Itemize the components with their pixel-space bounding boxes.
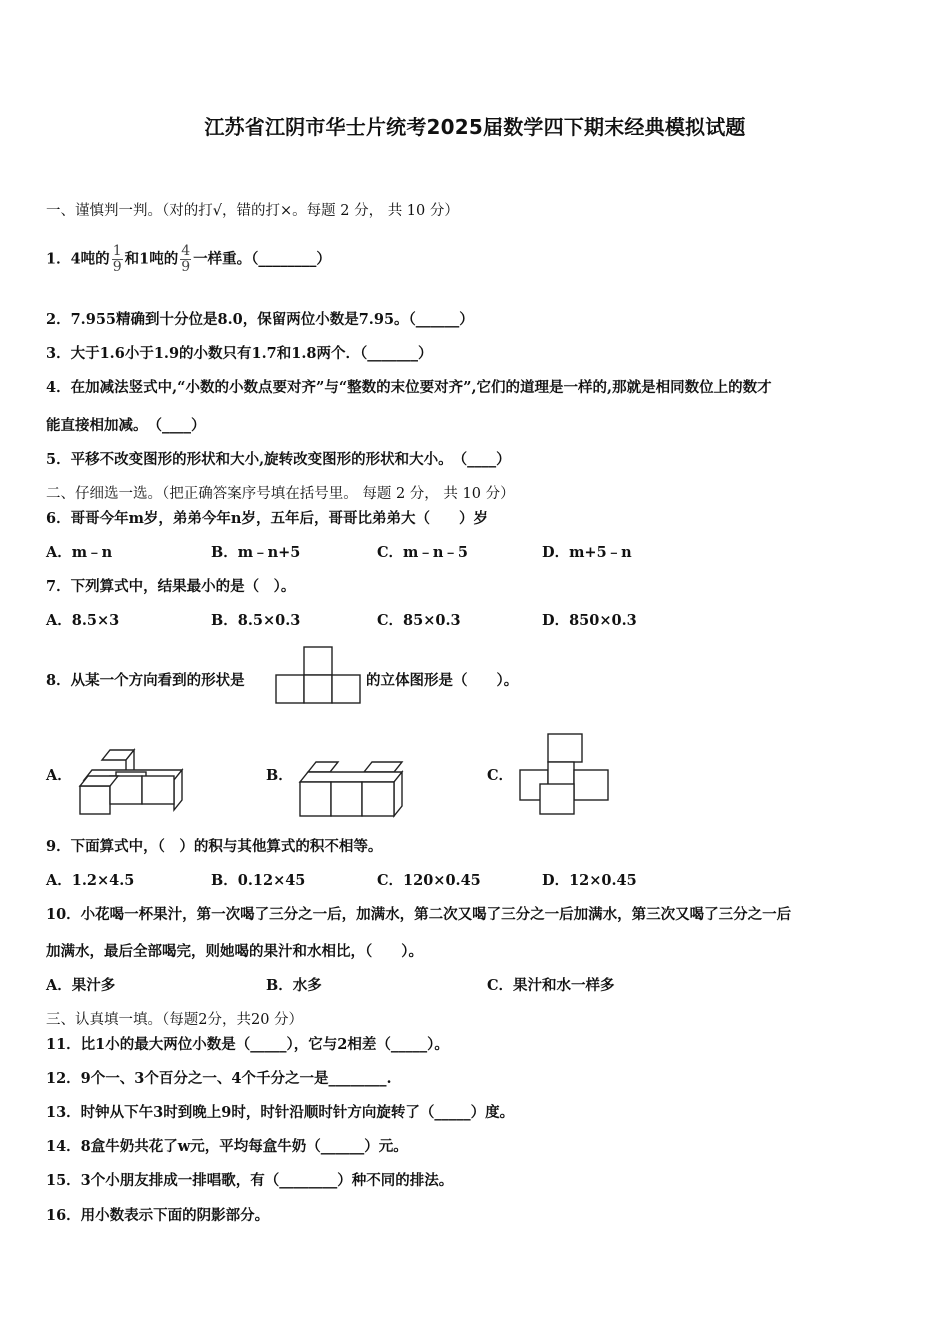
question-10-line1: 10．小花喝一杯果汁，第一次喝了三分之一后，加满水，第二次又喝了三分之一后加满水，第三次又喝了三分之一后 bbox=[46, 906, 792, 923]
question-5: 5．平移不改变图形的形状和大小,旋转改变图形的形状和大小。 （____） bbox=[46, 451, 511, 468]
q8-option-b[interactable]: B． bbox=[266, 767, 293, 784]
cube-front bbox=[540, 784, 574, 814]
question-15: 15．3个小朋友排成一排唱歌，有（________）种不同的排法。 bbox=[46, 1172, 454, 1189]
question-13: 13．时钟从下午3时到晚上9时，时针沿顺时针方向旋转了（_____）度。 bbox=[46, 1104, 515, 1121]
section1-heading: 一、谨慎判一判。（对的打√，错的打×。每题 2 分， 共 10 分） bbox=[46, 203, 459, 219]
question-9: 9．下面算式中，（ ）的积与其他算式的积不相等。 bbox=[46, 838, 383, 855]
question-10-line2: 加满水，最后全部喝完，则她喝的果汁和水相比，（ ）。 bbox=[46, 943, 423, 960]
q8-stem-post: 的立体图形是（ ）。 bbox=[366, 672, 519, 689]
q9-option-a[interactable]: A．1.2×4.5 bbox=[46, 872, 135, 889]
cube-front-1 bbox=[80, 786, 110, 814]
q1-mid: 和1吨的 bbox=[124, 250, 179, 268]
q7-option-b[interactable]: B．8.5×0.3 bbox=[211, 612, 301, 629]
q10-option-b[interactable]: B．水多 bbox=[266, 977, 322, 994]
cube-front-1 bbox=[300, 782, 331, 816]
page-title: 江苏省江阴市华士片统考2025届数学四下期末经典模拟试题 bbox=[204, 115, 746, 139]
question-6: 6．哥哥今年m岁，弟弟今年n岁，五年后，哥哥比弟弟大（ ）岁 bbox=[46, 510, 488, 527]
cube-right bbox=[574, 770, 608, 800]
section3-heading: 三、认真填一填。（每题2分，共20 分） bbox=[46, 1012, 304, 1028]
fraction-4-9 bbox=[180, 244, 191, 275]
q9-option-c[interactable]: C．120×0.45 bbox=[377, 872, 481, 889]
q8-option-c[interactable]: C． bbox=[487, 767, 514, 784]
q8-option-b-figure[interactable] bbox=[298, 760, 408, 820]
question-4-line2: 能直接相加减。 （____） bbox=[46, 417, 206, 434]
q6-option-c[interactable]: C．m﹣n﹣5 bbox=[377, 544, 469, 561]
cube-front-3 bbox=[142, 776, 174, 804]
cube-top-row bbox=[300, 772, 402, 782]
q7-option-d[interactable]: D．850×0.3 bbox=[542, 612, 637, 629]
fraction-1-9 bbox=[112, 244, 123, 275]
cube-top-face-3 bbox=[364, 762, 402, 772]
fraction-denominator: 9 bbox=[112, 259, 122, 275]
cube-front-2 bbox=[331, 782, 362, 816]
q6-option-a[interactable]: A．m﹣n bbox=[46, 544, 113, 561]
q7-option-a[interactable]: A．8.5×3 bbox=[46, 612, 120, 629]
q6-option-d[interactable]: D．m+5﹣n bbox=[542, 544, 632, 561]
cube-top bbox=[548, 734, 582, 762]
question-4-line1: 4．在加减法竖式中,“小数的小数点要对齐”与“整数的末位要对齐”,它们的道理是一样的,那就是相同数位上的数才 bbox=[46, 379, 772, 396]
q8-option-a-figure[interactable] bbox=[78, 746, 186, 816]
view-square-mid bbox=[304, 675, 332, 703]
fraction-numerator: 1 bbox=[112, 243, 122, 259]
question-2: 2．7.955精确到十分位是8.0，保留两位小数是7.95。（______） bbox=[46, 311, 474, 328]
q1-post: 一样重。（________） bbox=[193, 250, 331, 268]
question-3: 3．大于1.6小于1.9的小数只有1.7和1.8两个．（_______） bbox=[46, 345, 433, 362]
q8-option-a[interactable]: A． bbox=[46, 767, 72, 784]
view-square-left bbox=[276, 675, 304, 703]
q8-option-c-figure[interactable] bbox=[518, 730, 614, 816]
q7-option-c[interactable]: C．85×0.3 bbox=[377, 612, 461, 629]
cube-top-face-1 bbox=[308, 762, 338, 772]
question-12: 12．9个一、3个百分之一、4个千分之一是________. bbox=[46, 1070, 392, 1087]
q10-option-c[interactable]: C．果汁和水一样多 bbox=[487, 977, 615, 994]
question-16: 16．用小数表示下面的阴影部分。 bbox=[46, 1207, 270, 1224]
q6-option-b[interactable]: B．m﹣n+5 bbox=[211, 544, 301, 561]
view-square-top bbox=[304, 647, 332, 675]
fraction-denominator: 9 bbox=[181, 259, 191, 275]
question-14: 14．8盒牛奶共花了w元，平均每盒牛奶（______）元。 bbox=[46, 1138, 408, 1155]
section2-heading: 二、仔细选一选。（把正确答案序号填在括号里。 每题 2 分， 共 10 分） bbox=[46, 486, 515, 502]
q1-pre: 1．4吨的 bbox=[46, 250, 110, 268]
question-7: 7．下列算式中，结果最小的是（ ）。 bbox=[46, 578, 296, 595]
question-1 bbox=[46, 244, 331, 275]
q9-option-d[interactable]: D．12×0.45 bbox=[542, 872, 637, 889]
q8-view-shape-figure bbox=[274, 645, 362, 705]
fraction-numerator: 4 bbox=[181, 243, 191, 259]
cube-front-3 bbox=[362, 782, 394, 816]
question-11: 11．比1小的最大两位小数是（_____），它与2相差（_____）。 bbox=[46, 1036, 449, 1053]
q8-stem-pre: 8．从某一个方向看到的形状是 bbox=[46, 672, 245, 689]
q9-option-b[interactable]: B．0.12×45 bbox=[211, 872, 306, 889]
view-square-right bbox=[332, 675, 360, 703]
q10-option-a[interactable]: A．果汁多 bbox=[46, 977, 116, 994]
